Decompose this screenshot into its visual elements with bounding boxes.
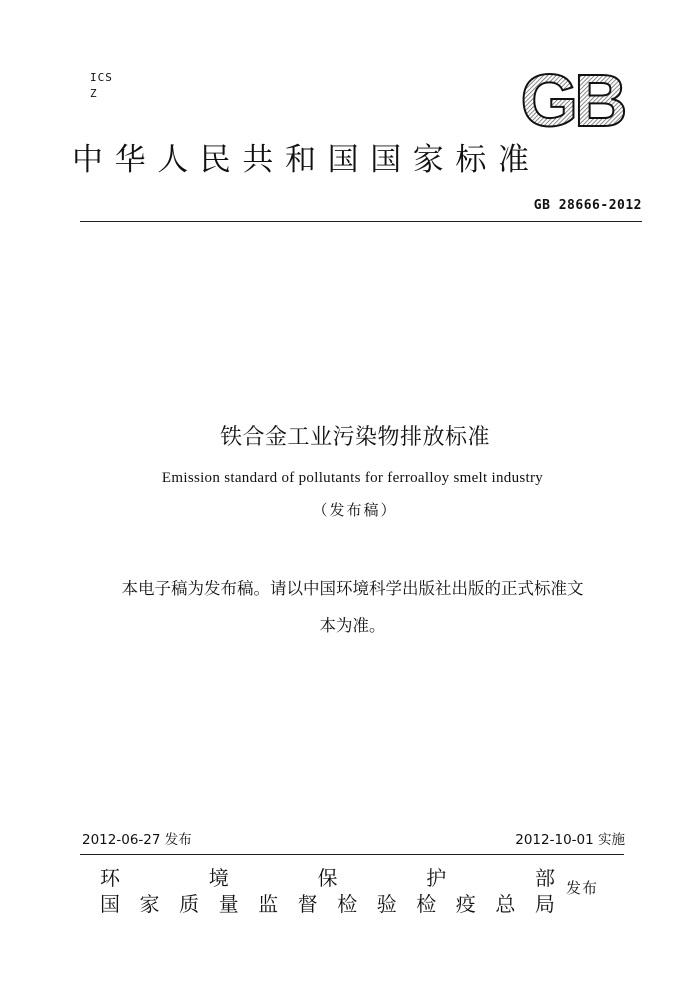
issue-date: 2012-06-27 发布 bbox=[82, 832, 192, 848]
org2-char: 局 bbox=[534, 892, 555, 916]
org2-char: 检 bbox=[416, 892, 437, 916]
publication-notice bbox=[85, 570, 620, 644]
org2-char: 督 bbox=[297, 892, 318, 916]
org2-char: 检 bbox=[337, 892, 358, 916]
draft-label: （发布稿） bbox=[312, 501, 398, 519]
notice-line-2: 本为准。 bbox=[319, 616, 386, 635]
org1-char: 环 bbox=[100, 866, 120, 890]
org2-char: 家 bbox=[139, 892, 160, 916]
national-standard-title: 中华人民共和国国家标准 bbox=[72, 142, 541, 178]
publish-label: 发布 bbox=[566, 879, 599, 897]
org2-char: 量 bbox=[218, 892, 239, 916]
ccs-code: Z bbox=[90, 87, 98, 100]
org1-char: 境 bbox=[208, 866, 229, 890]
org2-char: 质 bbox=[179, 892, 200, 916]
gb-logo bbox=[510, 66, 634, 130]
org1-char: 保 bbox=[317, 866, 338, 890]
ics-label: ICS bbox=[90, 71, 113, 84]
gb-logo-text: GB bbox=[520, 66, 624, 130]
org2-char: 总 bbox=[495, 892, 516, 916]
footer-divider bbox=[80, 854, 624, 855]
ics-code-block bbox=[90, 70, 113, 102]
issuing-org-environment-ministry bbox=[100, 864, 555, 892]
header-divider bbox=[80, 221, 642, 222]
notice-line-1: 本电子稿为发布稿。请以中国环境科学出版社出版的正式标准文 bbox=[121, 579, 584, 598]
implementation-date: 2012-10-01 实施 bbox=[515, 832, 625, 848]
document-title-chinese: 铁合金工业污染物排放标准 bbox=[219, 425, 490, 450]
org2-char: 国 bbox=[100, 892, 120, 916]
issuing-org-aqsiq bbox=[100, 890, 555, 918]
org1-char: 护 bbox=[426, 866, 447, 890]
standard-number: GB 28666-2012 bbox=[533, 198, 642, 213]
org2-char: 监 bbox=[258, 892, 279, 916]
org2-char: 验 bbox=[376, 892, 397, 916]
document-title-english: Emission standard of pollutants for ferroalloy smelt industry bbox=[161, 470, 544, 486]
org1-char: 部 bbox=[535, 866, 555, 890]
org2-char: 疫 bbox=[455, 892, 476, 916]
